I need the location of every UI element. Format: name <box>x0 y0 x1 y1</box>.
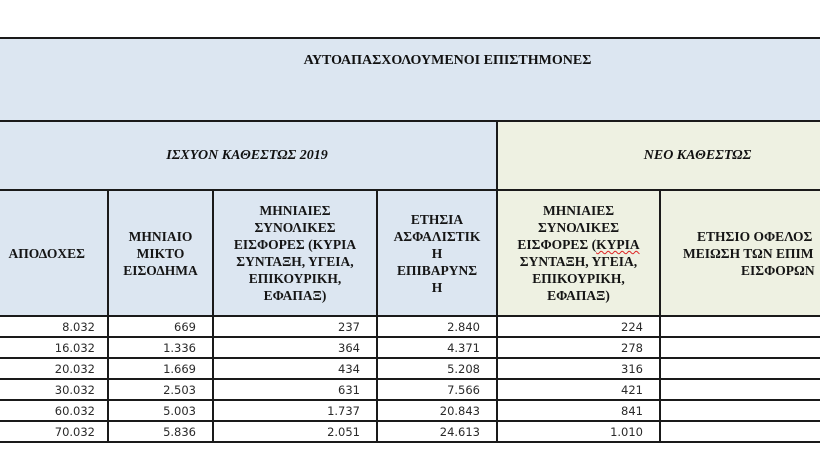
cell-monthly-contributions-new[interactable]: 1.010 <box>497 421 660 442</box>
cell-annual-burden[interactable]: 5.208 <box>377 358 497 379</box>
cell-annual-benefit[interactable] <box>660 400 820 421</box>
cell-annual-burden[interactable]: 20.843 <box>377 400 497 421</box>
table-row <box>0 379 820 400</box>
header-row <box>0 190 820 316</box>
cell-annual-benefit[interactable] <box>660 379 820 400</box>
header-earnings[interactable] <box>0 190 108 316</box>
cell-annual-benefit[interactable] <box>660 421 820 442</box>
cell-annual-burden[interactable]: 2.840 <box>377 316 497 337</box>
cell-annual-burden[interactable]: 7.566 <box>377 379 497 400</box>
header-annual-insurance-burden[interactable] <box>377 190 497 316</box>
cell-monthly-gross-income[interactable]: 2.503 <box>108 379 213 400</box>
cell-annual-benefit[interactable] <box>660 337 820 358</box>
section-row <box>0 121 820 190</box>
cell-monthly-contributions-new[interactable]: 278 <box>497 337 660 358</box>
header-annual-benefit-label: ΕΤΗΣΙΟ ΟΦΕΛΟΣ ΜΕΙΩΣΗ ΤΩΝ ΕΠΙΜ ΕΙΣΦΟΡΩΝ <box>683 228 815 278</box>
cell-monthly-contributions-old[interactable]: 631 <box>213 379 377 400</box>
header-monthly-contributions-new-label: ΜΗΝΙΑΙΕΣ ΣΥΝΟΛΙΚΕΣ ΕΙΣΦΟΡΕΣ (ΚΥΡΙΑ ΣΥΝΤΑΞΗ, ΥΓΕΙΑ, ΕΠΙΚΟΥΡΙΚΗ, ΕΦΑΠΑΞ) <box>517 203 640 303</box>
cell-monthly-gross-income[interactable]: 5.003 <box>108 400 213 421</box>
table-row <box>0 316 820 337</box>
section-new-regime[interactable]: ΝΕΟ ΚΑΘΕΣΤΩΣ <box>497 121 820 190</box>
cell-monthly-contributions-old[interactable]: 237 <box>213 316 377 337</box>
table-row <box>0 421 820 442</box>
header-monthly-gross-income-label: ΜΗΝΙΑΙΟ ΜΙΚΤΟ ΕΙΣΟΔΗΜΑ <box>123 228 198 278</box>
cell-monthly-contributions-old[interactable]: 434 <box>213 358 377 379</box>
contributions-table <box>0 37 820 443</box>
title-row <box>0 38 820 121</box>
header-monthly-contributions-old-label: ΜΗΝΙΑΙΕΣ ΣΥΝΟΛΙΚΕΣ ΕΙΣΦΟΡΕΣ (ΚΥΡΙΑ ΣΥΝΤΑΞΗ, ΥΓΕΙΑ, ΕΠΙΚΟΥΡΙΚΗ, ΕΦΑΠΑΞ) <box>233 203 357 303</box>
table-row <box>0 358 820 379</box>
section-current-regime-2019[interactable]: ΙΣΧΥΟΝ ΚΑΘΕΣΤΩΣ 2019 <box>0 121 497 190</box>
cell-earnings[interactable]: 8.032 <box>0 316 108 337</box>
header-annual-insurance-burden-label: ΕΤΗΣΙΑ ΑΣΦΑΛΙΣΤΙΚ Η ΕΠΙΒΑΡΥΝΣ Η <box>393 211 481 295</box>
cell-monthly-contributions-new[interactable]: 224 <box>497 316 660 337</box>
cell-earnings[interactable]: 60.032 <box>0 400 108 421</box>
cell-annual-burden[interactable]: 24.613 <box>377 421 497 442</box>
cell-monthly-gross-income[interactable]: 669 <box>108 316 213 337</box>
cell-earnings[interactable]: 16.032 <box>0 337 108 358</box>
spellcheck-underline: ΚΥΡΙΑ <box>596 237 640 252</box>
cell-earnings[interactable]: 70.032 <box>0 421 108 442</box>
cell-monthly-contributions-old[interactable]: 364 <box>213 337 377 358</box>
table-row <box>0 400 820 421</box>
cell-monthly-contributions-new[interactable]: 316 <box>497 358 660 379</box>
table-title[interactable]: ΑΥΤΟΑΠΑΣΧΟΛΟΥΜΕΝΟΙ ΕΠΙΣΤΗΜΟΝΕΣ <box>0 38 820 121</box>
cell-annual-benefit[interactable] <box>660 316 820 337</box>
cell-annual-benefit[interactable] <box>660 358 820 379</box>
header-monthly-contributions-new[interactable] <box>497 190 660 316</box>
cell-monthly-contributions-old[interactable]: 2.051 <box>213 421 377 442</box>
cell-monthly-contributions-old[interactable]: 1.737 <box>213 400 377 421</box>
header-monthly-contributions-old[interactable] <box>213 190 377 316</box>
cell-monthly-gross-income[interactable]: 1.336 <box>108 337 213 358</box>
header-annual-benefit[interactable] <box>660 190 820 316</box>
cell-earnings[interactable]: 20.032 <box>0 358 108 379</box>
cell-annual-burden[interactable]: 4.371 <box>377 337 497 358</box>
cell-earnings[interactable]: 30.032 <box>0 379 108 400</box>
cell-monthly-gross-income[interactable]: 1.669 <box>108 358 213 379</box>
cell-monthly-gross-income[interactable]: 5.836 <box>108 421 213 442</box>
table-row <box>0 337 820 358</box>
header-monthly-gross-income[interactable] <box>108 190 213 316</box>
cell-monthly-contributions-new[interactable]: 421 <box>497 379 660 400</box>
header-earnings-label: ΑΠΟΔΟΧΕΣ <box>8 245 85 261</box>
cell-monthly-contributions-new[interactable]: 841 <box>497 400 660 421</box>
